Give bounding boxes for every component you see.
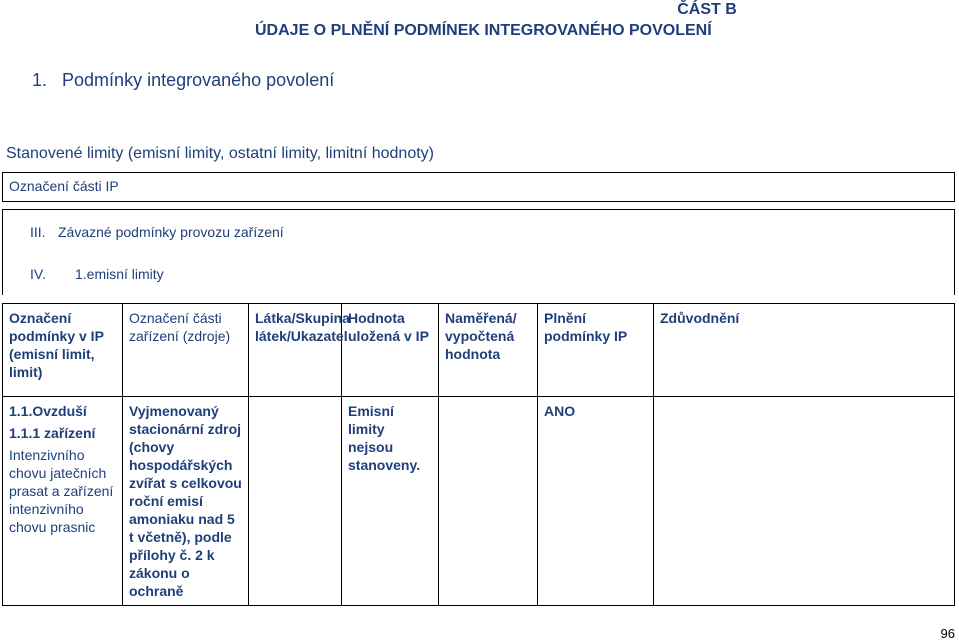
subsection-text: 1.emisní limity (75, 266, 164, 282)
column-header: Zdůvodnění (654, 304, 955, 397)
part-label-text: Označení části IP (9, 178, 119, 194)
table-cell: ANO (538, 397, 654, 606)
conditions-table (2, 303, 955, 606)
subsections-box (2, 209, 955, 295)
table-cell (439, 397, 538, 606)
subsection-number: III. (30, 224, 46, 240)
part-label: ČÁST B (677, 1, 737, 18)
table-cell: Emisní limity nejsou stanoveny. (342, 397, 439, 606)
page-number: 96 (940, 626, 955, 641)
subsection-number: IV. (30, 266, 46, 282)
condition-description: Intenzivního chovu jatečních prasat a zařízení intenzivního chovu prasnic (9, 447, 114, 535)
table-header-row (3, 304, 955, 397)
table-cell (249, 397, 342, 606)
subsection-text: Závazné podmínky provozu zařízení (58, 224, 284, 240)
limits-heading: Stanovené limity (emisní limity, ostatní limity, limitní hodnoty) (6, 145, 434, 162)
table-row (3, 397, 955, 606)
column-header: Označení části zařízení (zdroje) (123, 304, 249, 397)
table-cell (3, 397, 123, 606)
part-label-box (2, 172, 955, 202)
section-heading (32, 70, 334, 91)
table-cell (654, 397, 955, 606)
table-cell: Vyjmenovaný stacionární zdroj (chovy hospodářských zvířat s celkovou roční emisí amoniaku nad 5 t včetně), podle přílohy č. 2 k zákonu o ochraně (123, 397, 249, 606)
document-title: ÚDAJE O PLNĚNÍ PODMÍNEK INTEGROVANÉHO POVOLENÍ (255, 22, 712, 39)
column-header: Hodnota uložená v IP (342, 304, 439, 397)
column-header: Naměřená/ vypočtená hodnota (439, 304, 538, 397)
column-header: Látka/Skupina látek/Ukazatel (249, 304, 342, 397)
section-title: Podmínky integrovaného povolení (62, 70, 335, 90)
condition-facility: 1.1.1 zařízení (9, 425, 96, 441)
section-number: 1. (32, 70, 48, 90)
column-header: Označení podmínky v IP (emisní limit, limit) (3, 304, 123, 397)
column-header: Plnění podmínky IP (538, 304, 654, 397)
condition-category: 1.1.Ovzduší (9, 403, 87, 419)
